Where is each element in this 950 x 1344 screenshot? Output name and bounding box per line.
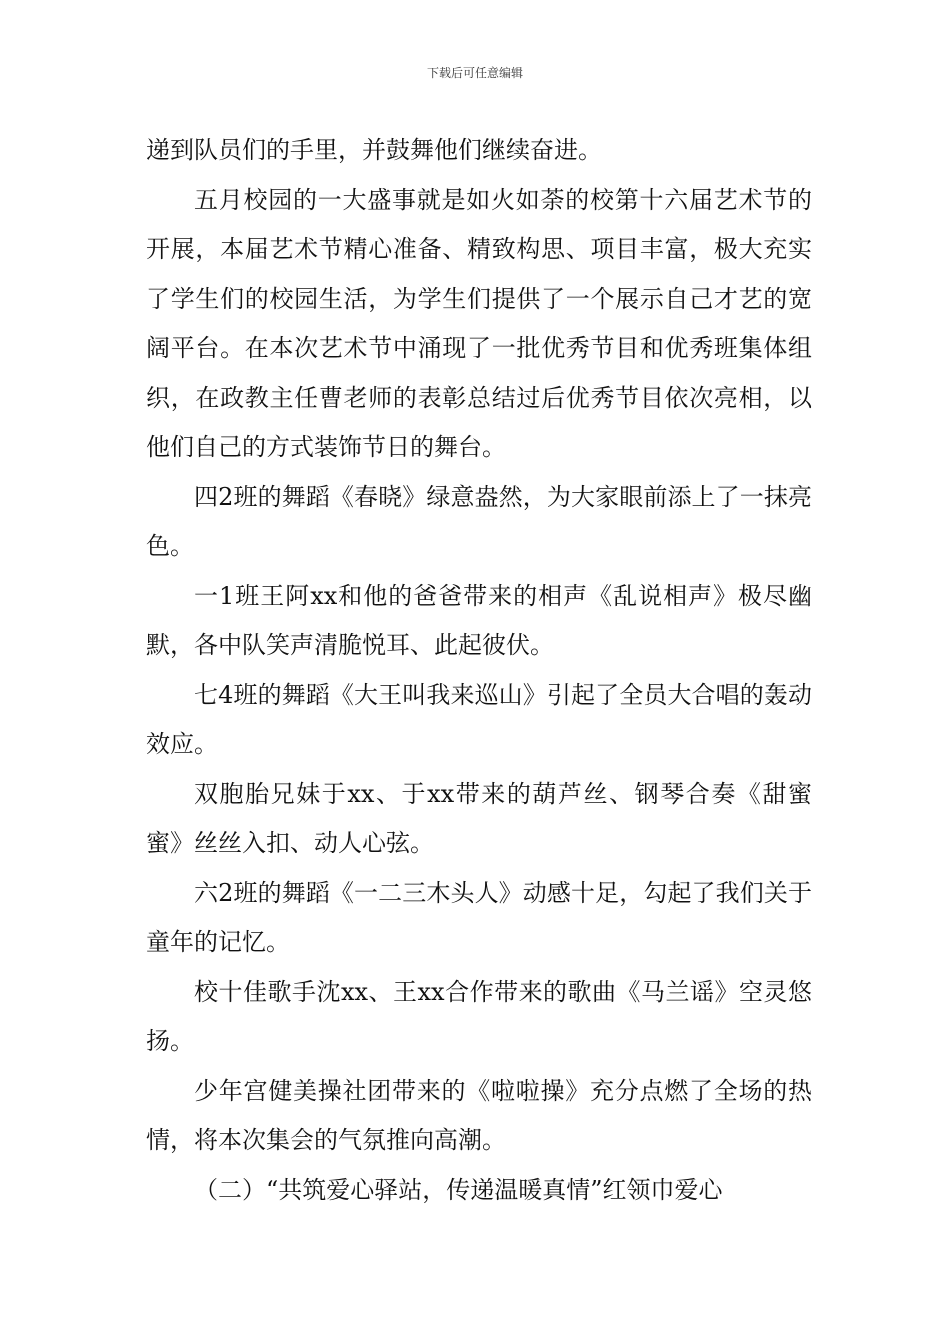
paragraph-10: （二）“共筑爱心驿站，传递温暖真情”红领巾爱心 (194, 1175, 723, 1204)
page-header: 下载后可任意编辑 (426, 66, 523, 80)
paragraph-5: 七4班的舞蹈《大王叫我来巡山》引起了全员大合唱的轰动效应。 (146, 680, 812, 758)
paragraph-2: 五月校园的一大盛事就是如火如荼的校第十六届艺术节的开展，本届艺术节精心准备、精致构思、项目丰富，极大充实了学生们的校园生活，为学生们提供了一个展示自己才艺的宽阔平台。在本次艺术节中涌现了一批优秀节目和优秀班集体组织，在政教主任曹老师的表彰总结过后优秀节目依次亮相，以他们自己的方式装饰节日的舞台。 (146, 185, 812, 461)
document-body (146, 126, 812, 1215)
paragraph-3: 四2班的舞蹈《春晓》绿意盎然，为大家眼前添上了一抹亮色。 (146, 482, 812, 560)
paragraph-9: 少年宫健美操社团带来的《啦啦操》充分点燃了全场的热情，将本次集会的气氛推向高潮。 (146, 1076, 812, 1154)
paragraph-7: 六2班的舞蹈《一二三木头人》动感十足，勾起了我们关于童年的记忆。 (146, 878, 812, 956)
paragraph-4: 一1班王阿xx和他的爸爸带来的相声《乱说相声》极尽幽默，各中队笑声清脆悦耳、此起彼伏。 (146, 581, 812, 659)
paragraph-6: 双胞胎兄妹于xx、于xx带来的葫芦丝、钢琴合奏《甜蜜蜜》丝丝入扣、动人心弦。 (146, 779, 812, 857)
paragraph-8: 校十佳歌手沈xx、王xx合作带来的歌曲《马兰谣》空灵悠扬。 (146, 977, 812, 1055)
paragraph-1: 递到队员们的手里，并鼓舞他们继续奋进。 (146, 136, 602, 164)
